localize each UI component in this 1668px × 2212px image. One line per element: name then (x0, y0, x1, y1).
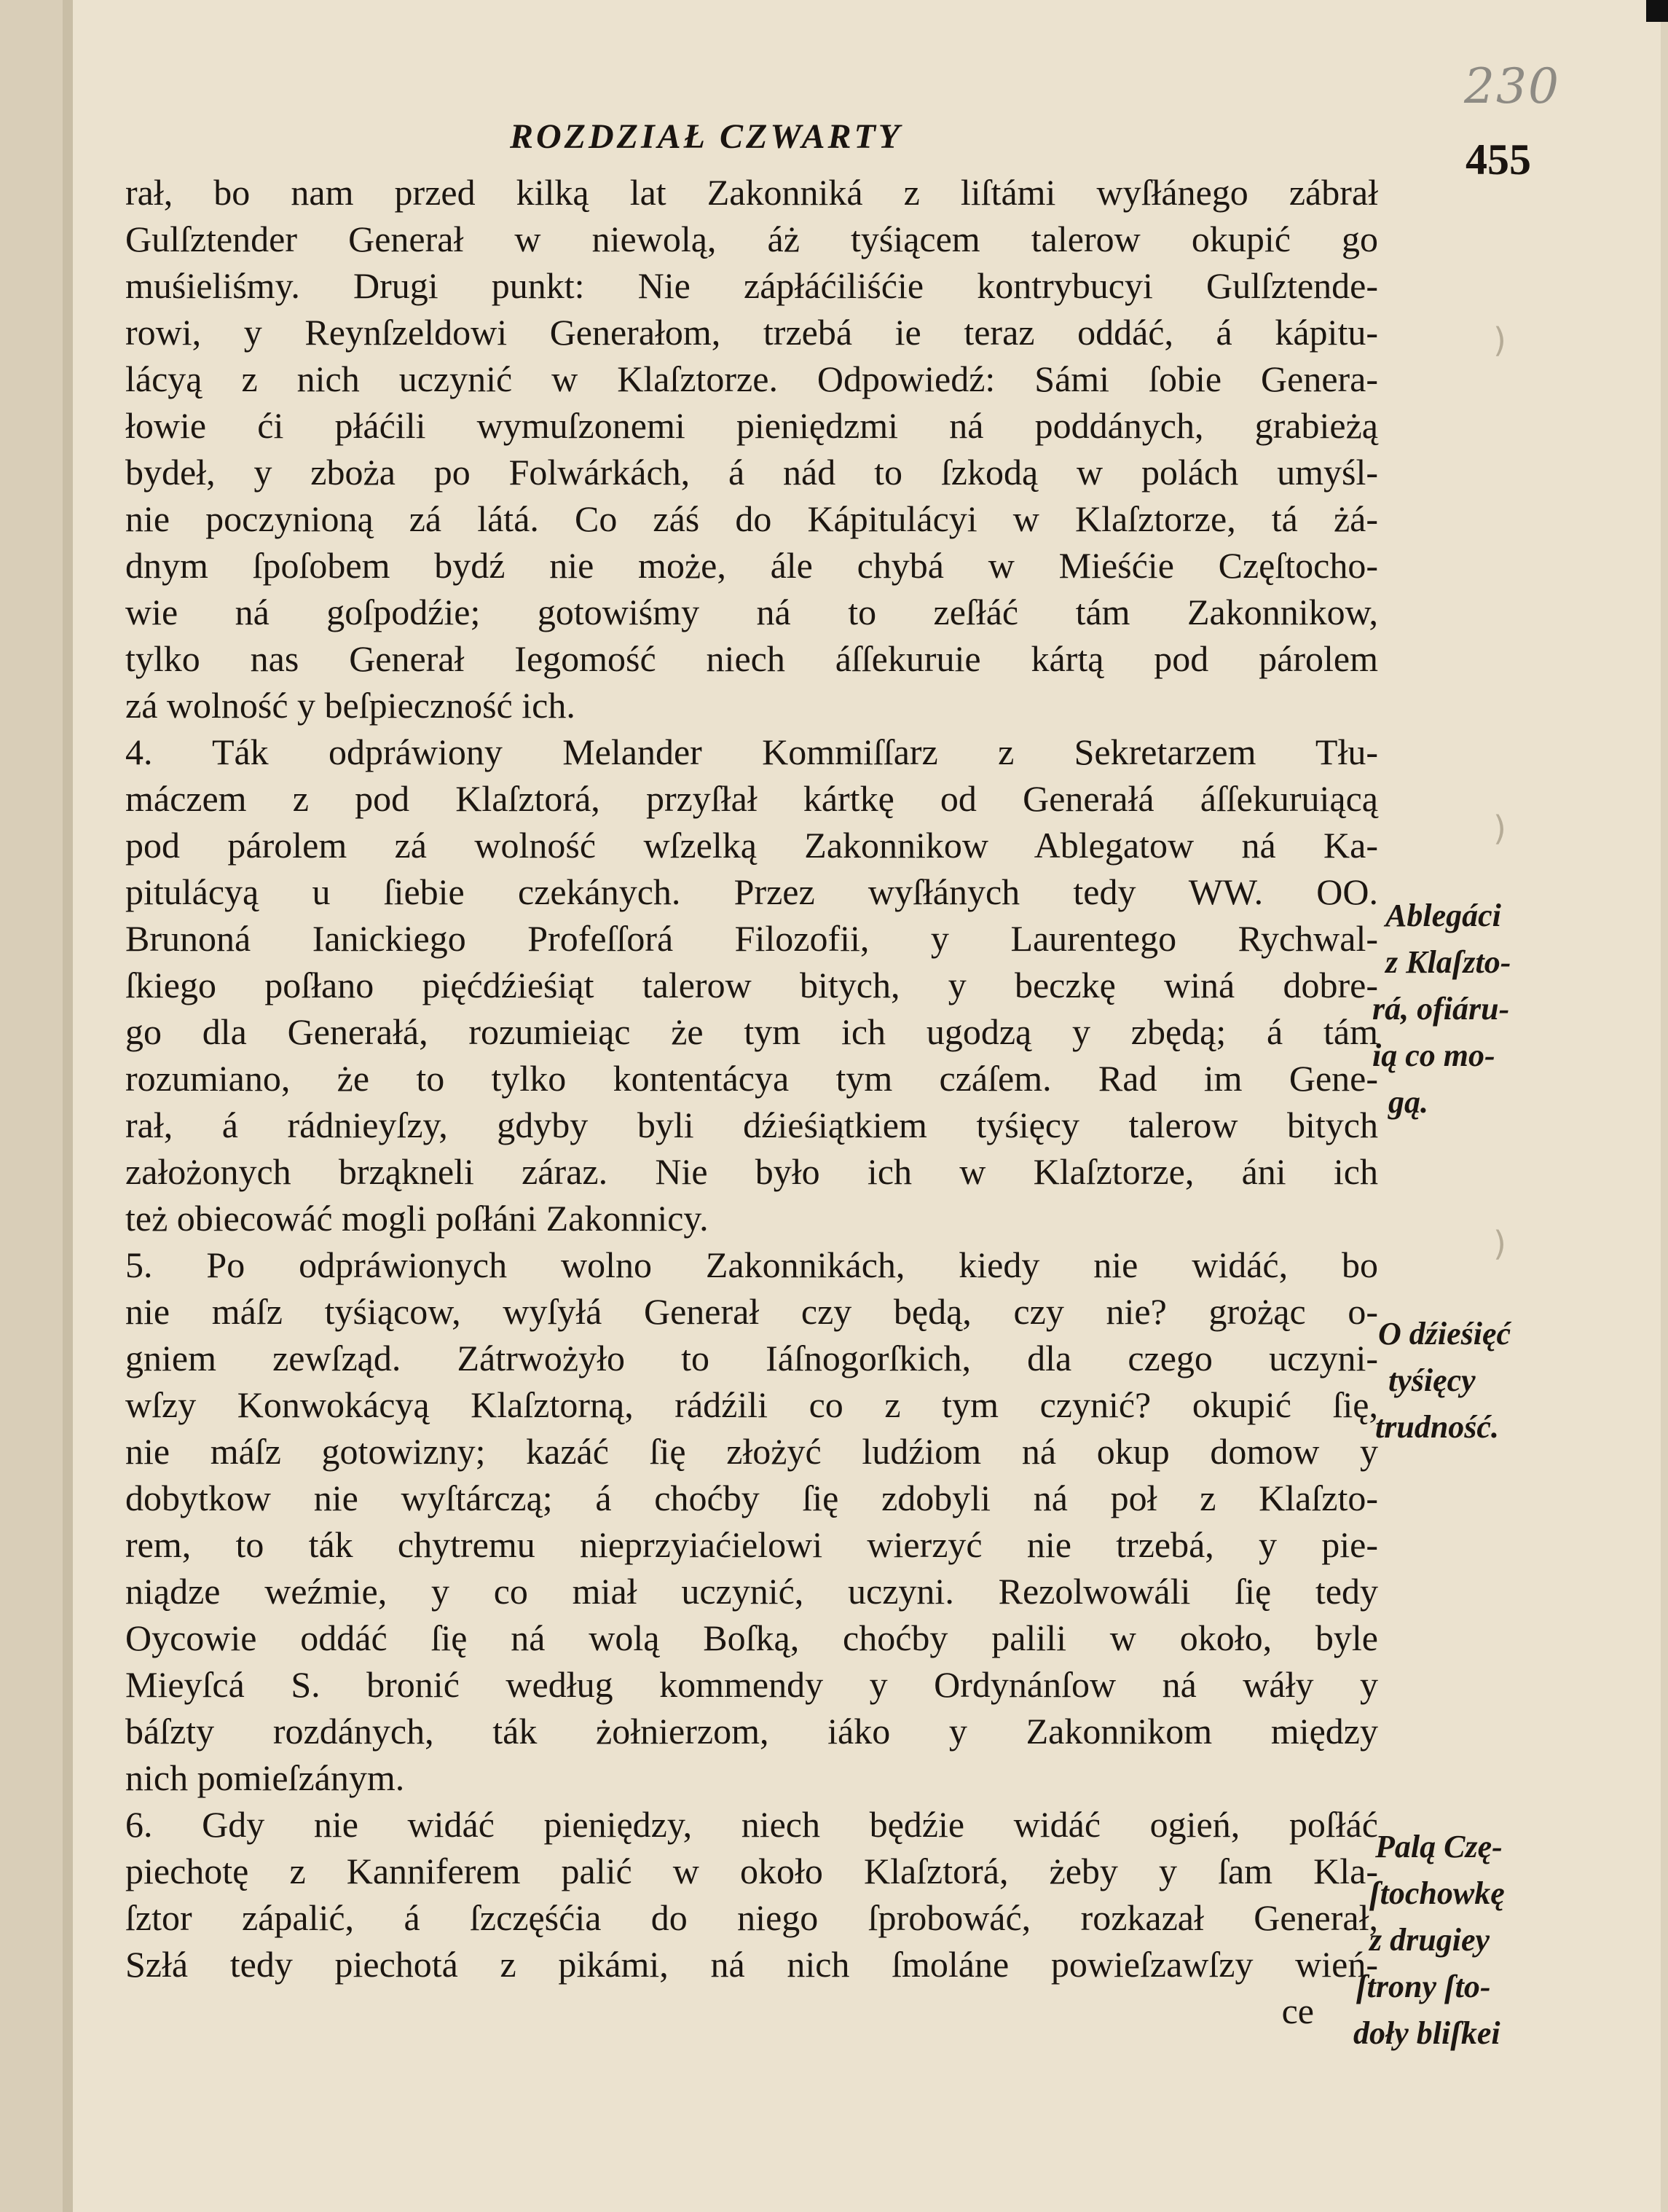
body-line: 6. Gdy nie widáć pieniędzy, niech będźie widáć ogień, poſłáć (125, 1804, 1378, 1845)
running-head: ROZDZIAŁ CZWARTY (510, 117, 903, 156)
body-line: Oycowie oddáć ſię ná wolą Boſką, choćby palili w około, byle (125, 1617, 1378, 1658)
body-line: zá wolność y beſpieczność ich. (125, 685, 575, 726)
body-line: tylko nas Generał Iegomość niech áſſekuruie kártą pod párolem (125, 638, 1378, 679)
body-line: muśieliśmy. Drugi punkt: Nie zápłáćiliśćie kontrybucyi Gulſztende- (125, 265, 1378, 306)
body-line: gniem zewſząd. Zátrwożyło to Iáſnogorſkich, dla czego uczyni- (125, 1338, 1378, 1378)
body-line: nich pomieſzánym. (125, 1757, 405, 1798)
body-line: bydeł, y zboża po Folwárkách, á nád to ſzkodą w polách umyśl- (125, 452, 1378, 493)
gutter-left-page-edge (0, 0, 63, 2212)
margin-note-ablegaci-line-5: gą. (1388, 1084, 1428, 1120)
body-line: dobytkow nie wyſtárczą; á choćby ſię zdobyli ná poł z Klaſzto- (125, 1478, 1378, 1518)
body-line: lácyą z nich uczynić w Klaſztorze. Odpowiedź: Sámi ſobie Genera- (125, 358, 1378, 399)
margin-note-pala-line-1: Palą Czę- (1375, 1829, 1503, 1864)
body-line: 5. Po odpráwionych wolno Zakonnikách, kiedy nie widáć, bo (125, 1244, 1378, 1285)
page-edge-right (1661, 22, 1668, 2212)
body-line: ſztor zápalić, á ſzczęśćia do niego ſprobowáć, rozkazał Generał, (125, 1897, 1378, 1938)
body-line: też obiecowáć mogli poſłáni Zakonnicy. (125, 1198, 709, 1239)
body-line: wſzy Konwokácyą Klaſztorną, rádźili co z tym czynić? okupić ſię, (125, 1384, 1378, 1425)
body-line: łowie ći płáćili wymuſzonemi pieniędzmi ná poddánych, grabieżą (125, 405, 1378, 446)
scan-corner-mark (1646, 0, 1668, 22)
margin-note-ablegaci-line-1: Ablegáci (1385, 898, 1501, 933)
body-line: rem, to ták chytremu nieprzyiaćielowi wierzyć nie trzebá, y pie- (125, 1524, 1378, 1565)
handwritten-folio-number: 230 (1464, 58, 1560, 114)
body-line: ce (1281, 1991, 1314, 2031)
body-line: báſzty rozdánych, ták żołnierzom, iáko y Zakonnikom między (125, 1711, 1378, 1752)
body-line: wie ná goſpodźie; gotowiśmy ná to zeſłáć tám Zakonnikow, (125, 592, 1378, 632)
body-line: rozumiano, że to tylko kontentácya tym czáſem. Rad im Gene- (125, 1058, 1378, 1099)
margin-note-pala-line-2: ſtochowkę (1369, 1875, 1505, 1911)
body-line: go dla Generałá, rozumieiąc że tym ich ugodzą y zbędą; á tám (125, 1011, 1378, 1052)
body-line: rowi, y Reynſzeldowi Generałom, trzebá ie teraz oddáć, á kápitu- (125, 312, 1378, 353)
body-line: Mieyſcá S. bronić według kommendy y Ordynánſow ná wáły y (125, 1664, 1378, 1705)
page-number: 455 (1466, 136, 1531, 184)
body-line: pod párolem zá wolność wſzelką Zakonnikow Ablegatow ná Ka- (125, 825, 1378, 866)
margin-note-dziesiec-tysiecy-line-2: tyśięcy (1388, 1362, 1476, 1398)
bleed-through-mark: ) (1493, 809, 1506, 848)
body-line: nie máſz gotowizny; kazáć ſię złożyć ludźiom ná okup domow y (125, 1431, 1378, 1472)
body-line: nie poczynioną zá látá. Co záś do Kápitulácyi w Klaſztorze, tá żá- (125, 498, 1378, 539)
margin-note-dziesiec-tysiecy-line-1: O dźieśięć (1378, 1316, 1511, 1352)
gutter-fold-shadow (63, 0, 73, 2212)
body-line: dnym ſpoſobem bydź nie może, ále chybá w Mieśćie Częſtocho- (125, 545, 1378, 586)
margin-note-pala-line-4: ſtrony ſto- (1356, 1969, 1491, 2004)
margin-note-pala-line-5: doły bliſkei (1353, 2015, 1500, 2051)
body-line: Szłá tedy piechotá z pikámi, ná nich ſmoláne powieſzawſzy wień- (125, 1944, 1378, 1985)
body-line: nie máſz tyśiącow, wyſyłá Generał czy będą, czy nie? grożąc o- (125, 1291, 1378, 1332)
body-line: rał, bo nam przed kilką lat Zakonniká z liſtámi wyſłánego zábrał (125, 172, 1378, 213)
body-line: założonych brząkneli záraz. Nie było ich w Klaſztorze, áni ich (125, 1151, 1378, 1192)
body-line: 4. Ták odpráwiony Melander Kommiſſarz z Sekretarzem Tłu- (125, 732, 1378, 772)
margin-note-pala-line-3: z drugiey (1369, 1922, 1490, 1958)
body-line: pitulácyą u ſiebie czekánych. Przez wyſłánych tedy WW. OO. (125, 871, 1378, 912)
body-line: Gulſztender Generał w niewolą, áż tyśiącem talerow okupić go (125, 219, 1378, 259)
body-line: máczem z pod Klaſztorá, przyſłał kártkę od Generałá áſſekuruiącą (125, 778, 1378, 819)
margin-note-ablegaci-line-4: ią co mo- (1372, 1038, 1495, 1073)
body-line: ſkiego poſłano pięćdźieśiąt talerow bitych, y beczkę winá dobre- (125, 965, 1378, 1005)
body-line: Brunoná Ianickiego Profeſſorá Filozofii, y Laurentego Rychwal- (125, 918, 1378, 959)
bleed-through-mark: ) (1493, 321, 1506, 360)
margin-note-ablegaci-line-3: rá, ofiáru- (1372, 991, 1510, 1027)
margin-note-ablegaci-line-2: z Klaſzto- (1385, 944, 1511, 980)
bleed-through-mark: ) (1493, 1224, 1506, 1263)
body-line: niądze weźmie, y co miał uczynić, uczyni. Rezolwowáli ſię tedy (125, 1571, 1378, 1612)
margin-note-dziesiec-tysiecy-line-3: trudność. (1375, 1409, 1499, 1445)
body-line: piechotę z Kanniferem palić w około Klaſztorá, żeby y ſam Kla- (125, 1851, 1378, 1891)
body-line: rał, á rádnieyſzy, gdyby byli dźieśiątkiem tyśięcy talerow bitych (125, 1105, 1378, 1145)
